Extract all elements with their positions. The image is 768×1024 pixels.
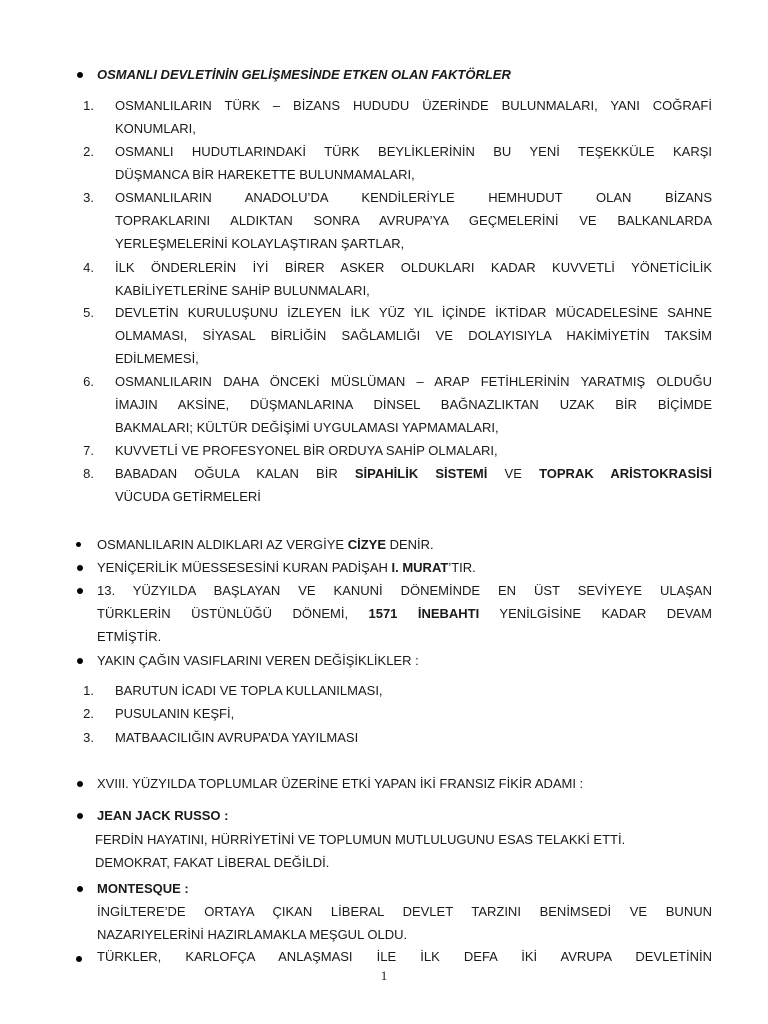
bullet-icon bbox=[77, 658, 83, 664]
list-item-text: TOPRAKLARINI ALDIKTAN SONRA AVRUPA’YA GEÇMELERİNİ VE BALKANLARDA bbox=[115, 213, 712, 228]
list-item-text: KABİLİYETLERİNE SAHİP BULUNMALARI, bbox=[115, 283, 370, 298]
list-number: 7. bbox=[83, 443, 94, 458]
list-item-text: MATBAACILIĞIN AVRUPA’DA YAYILMASI bbox=[115, 730, 359, 745]
cizye-line bbox=[97, 533, 434, 556]
bold-term-murat: I. MURAT bbox=[391, 560, 449, 575]
text-run: ’TIR. bbox=[448, 560, 476, 575]
montesque-name: MONTESQUE : bbox=[97, 881, 189, 896]
russo-desc: DEMOKRAT, FAKAT LİBERAL DEĞİLDİ. bbox=[95, 855, 330, 870]
list-item-text: YERLEŞMELERİNİ KOLAYLAŞTIRAN ŞARTLAR, bbox=[115, 236, 405, 251]
list-item-text: OSMANLILARIN TÜRK – BİZANS HUDUDU ÜZERİNDE BULUNMALARI, YANI COĞRAFİ bbox=[115, 98, 712, 113]
text-run: TÜRKLERİN ÜSTÜNLÜĞÜ DÖNEMİ, bbox=[97, 606, 369, 621]
list-item-text: OSMANLI HUDUTLARINDAKİ TÜRK BEYLİKLERİNİN BU YENİ TEŞEKKÜLE KARŞI bbox=[115, 144, 712, 159]
list-item-text: BAKMALARI; KÜLTÜR DEĞİŞİMİ UYGULAMASI YAPMAMALARI, bbox=[115, 420, 499, 435]
list-number: 3. bbox=[83, 190, 94, 205]
text-run: YENİLGİSİNE KADAR DEVAM bbox=[479, 606, 712, 621]
text-run: BABADAN OĞULA KALAN BİR bbox=[115, 466, 355, 481]
text-run: DENİR. bbox=[386, 537, 434, 552]
list-number: 2. bbox=[83, 706, 94, 721]
list-item-text: DEVLETİN KURULUŞUNU İZLEYEN İLK YÜZ YIL İÇİNDE İKTİDAR MÜCADELESİNE SAHNE bbox=[115, 305, 712, 320]
bullet-icon bbox=[76, 956, 82, 962]
list-number: 1. bbox=[83, 98, 94, 113]
list-item-text: OSMANLILARIN ANADOLU’DA KENDİLERİYLE HEMHUDUT OLAN BİZANS bbox=[115, 190, 712, 205]
montesque-desc: İNGİLTERE’DE ORTAYA ÇIKAN LİBERAL DEVLET TARZINI BENİMSEDİ VE BUNUN bbox=[97, 904, 712, 919]
list-number: 4. bbox=[83, 260, 94, 275]
bullet-icon bbox=[77, 886, 83, 892]
list-number: 8. bbox=[83, 466, 94, 481]
bullet-icon bbox=[77, 813, 83, 819]
bullet-icon bbox=[77, 565, 83, 571]
list-item-text: İMAJIN AKSİNE, DÜŞMANLARINA DİNSEL BAĞNAZLIKTAN UZAK BİR BİÇİMDE bbox=[115, 397, 712, 412]
list-item-text: KUVVETLİ VE PROFESYONEL BİR ORDUYA SAHİP OLMALARI, bbox=[115, 443, 498, 458]
bullet-icon bbox=[76, 542, 81, 547]
list-item-text: İLK ÖNDERLERİN İYİ BİRER ASKER OLDUKLARI KADAR KUVVETLİ YÖNETİCİLİK bbox=[115, 260, 712, 275]
list-item-text: VÜCUDA GETİRMELERİ bbox=[115, 489, 261, 504]
xviii-line: XVIII. YÜZYILDA TOPLUMLAR ÜZERİNE ETKİ YAPAN İKİ FRANSIZ FİKİR ADAMI : bbox=[97, 776, 584, 791]
list-item-text: EDİLMEMESİ, bbox=[115, 351, 199, 366]
bold-term-cizye: CİZYE bbox=[347, 537, 386, 552]
list-item-text bbox=[115, 462, 712, 485]
yakin-cag-line: YAKIN ÇAĞIN VASIFLARINI VEREN DEĞİŞİKLİKLER : bbox=[97, 653, 419, 668]
bullet-icon bbox=[77, 588, 83, 594]
yuzyil13-line bbox=[97, 602, 712, 625]
yuzyil13-line: 13. YÜZYILDA BAŞLAYAN VE KANUNİ DÖNEMİNDE EN ÜST SEVİYEYE ULAŞAN bbox=[97, 583, 712, 598]
list-item-text: DÜŞMANCA BİR HAREKETTE BULUNMAMALARI, bbox=[115, 167, 415, 182]
list-number: 1. bbox=[83, 683, 94, 698]
yeniceri-line bbox=[97, 556, 476, 579]
karlofca-line: TÜRKLER, KARLOFÇA ANLAŞMASI İLE İLK DEFA İKİ AVRUPA DEVLETİNİN bbox=[97, 949, 712, 964]
list-number: 6. bbox=[83, 374, 94, 389]
list-item-text: OSMANLILARIN DAHA ÖNCEKİ MÜSLÜMAN – ARAP FETİHLERİNİN YARATMIŞ OLDUĞU bbox=[115, 374, 712, 389]
bullet-icon bbox=[77, 72, 83, 78]
text-run: OSMANLILARIN ALDIKLARI AZ VERGİYE bbox=[97, 537, 348, 552]
bold-term-sipahilik: SİPAHİLİK SİSTEMİ bbox=[354, 466, 488, 481]
list-number: 2. bbox=[83, 144, 94, 159]
list-number: 3. bbox=[83, 730, 94, 745]
bold-term-inebahti: 1571 İNEBAHTI bbox=[368, 606, 480, 621]
page-number: 1 bbox=[380, 968, 388, 983]
text-run: VE bbox=[487, 466, 540, 481]
bullet-icon bbox=[77, 781, 83, 787]
bold-term-toprak: TOPRAK ARİSTOKRASİSİ bbox=[539, 466, 713, 481]
text-run: YENİÇERİLİK MÜESSESESİNİ KURAN PADİŞAH bbox=[97, 560, 392, 575]
list-item-text: BARUTUN İCADI VE TOPLA KULLANILMASI, bbox=[115, 683, 383, 698]
list-number: 5. bbox=[83, 305, 94, 320]
russo-name: JEAN JACK RUSSO : bbox=[97, 808, 229, 823]
list-item-text: KONUMLARI, bbox=[115, 121, 196, 136]
list-item-text: PUSULANIN KEŞFİ, bbox=[115, 706, 235, 721]
section-heading: OSMANLI DEVLETİNİN GELİŞMESİNDE ETKEN OLAN FAKTÖRLER bbox=[97, 67, 511, 82]
russo-desc: FERDİN HAYATINI, HÜRRİYETİNİ VE TOPLUMUN MUTLULUGUNU ESAS TELAKKİ ETTİ. bbox=[95, 832, 626, 847]
yuzyil13-line: ETMİŞTİR. bbox=[97, 629, 162, 644]
list-item-text: OLMAMASI, SİYASAL BİRLİĞİN SAĞLAMLIĞI VE DOLAYISIYLA HAKİMİYETİN TAKSİM bbox=[115, 328, 712, 343]
montesque-desc: NAZARIYELERİNİ HAZIRLAMAKLA MEŞGUL OLDU. bbox=[97, 927, 408, 942]
